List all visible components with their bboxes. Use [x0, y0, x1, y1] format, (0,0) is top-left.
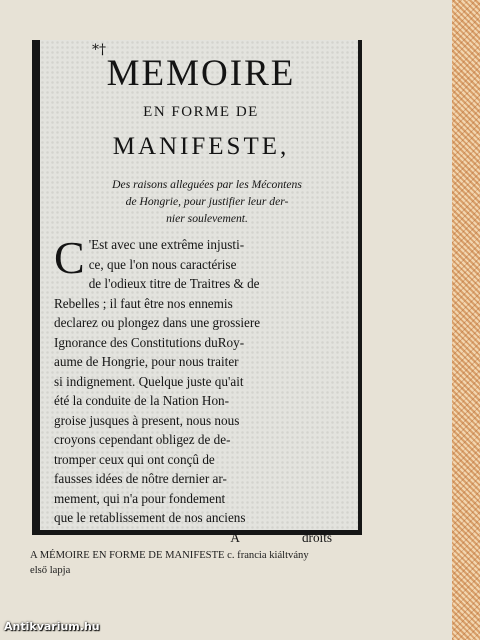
body-line: groise jusques à present, nous nous: [54, 412, 240, 428]
book-page-edge: [452, 0, 480, 640]
subtitle-line: Des raisons alleguées par les Mécontens: [112, 178, 302, 191]
body-line: Ignorance des Constitutions duRoy-: [54, 334, 245, 350]
signature-mark: A: [230, 529, 240, 545]
drop-cap: C: [54, 232, 85, 283]
body-line: croyons cependant obligez de de-: [54, 432, 231, 447]
body-line: Rebelles ; il faut être nos ennemis: [54, 295, 233, 311]
body-line: declarez ou plongez dans une grossiere: [54, 315, 261, 330]
body-text: [54, 232, 348, 528]
subtitle-line: de Hongrie, pour justifier leur der-: [125, 195, 289, 208]
title-manifeste: MANIFESTE,: [112, 133, 290, 160]
facsimile-plate: [32, 40, 362, 545]
watermark-text: Antikvarium.hu: [4, 620, 100, 633]
facsimile-sheet: [40, 40, 358, 545]
body-line: aume de Hongrie, pour nous traiter: [54, 354, 239, 369]
body-line: fausses idées de nôtre dernier ar-: [54, 471, 227, 486]
caption-rest: c. francia kiáltvány: [224, 550, 309, 561]
subtitle: [68, 176, 346, 227]
page-footer-words: [54, 528, 348, 547]
subtitle-line: nier soulevement.: [166, 212, 248, 225]
body-line: été la conduite de la Nation Hon-: [54, 393, 230, 408]
body-line: de l'odieux titre de Traitres & de: [88, 276, 260, 291]
caption-line-2: első lapja: [30, 565, 71, 576]
body-line: ce, que l'on nous caractérise: [88, 256, 237, 272]
handwritten-mark: *†: [92, 42, 106, 58]
body-line: que le retablissement de nos anciens: [54, 510, 246, 525]
title-en-forme-de: EN FORME DE: [143, 104, 259, 120]
body-line: mement, qui n'a pour fondement: [54, 490, 226, 506]
body-line: si indignement. Quelque juste qu'ait: [54, 373, 244, 389]
title-memoire: MEMOIRE: [106, 53, 296, 94]
catchword: droits: [301, 529, 332, 545]
body-line: tromper ceux qui ont conçû de: [54, 451, 215, 467]
body-line: 'Est avec une extrême injusti-: [88, 237, 245, 252]
figure-caption: [30, 548, 430, 578]
caption-title: A MÉMOIRE EN FORME DE MANIFESTE: [30, 550, 225, 561]
